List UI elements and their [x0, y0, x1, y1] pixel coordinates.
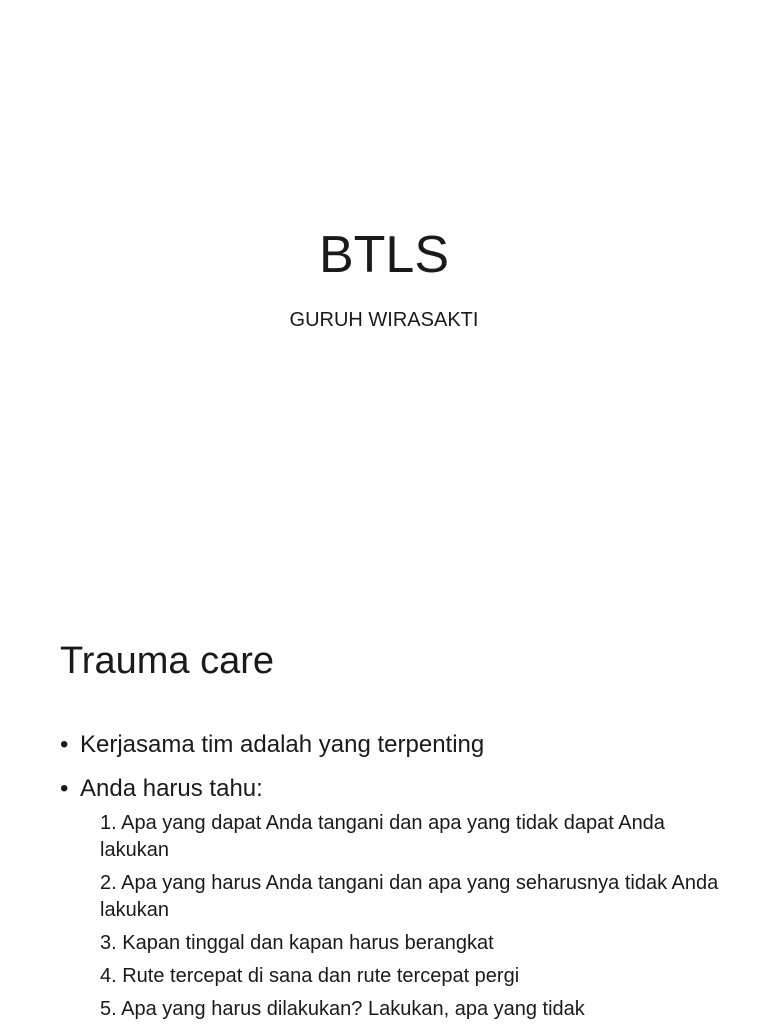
slide-heading: Trauma care: [60, 640, 274, 682]
presentation-title: BTLS: [318, 226, 450, 284]
bullet-dot-icon: •: [60, 731, 69, 758]
presentation-author: GURUH WIRASAKTI: [289, 309, 479, 331]
bullet-list: [60, 730, 720, 1024]
bullet-text: Kerjasama tim adalah yang terpenting: [80, 731, 485, 758]
bullet-text: Anda harus tahu:: [80, 775, 263, 802]
bullet-dot-icon: •: [60, 775, 69, 802]
list-item: 4. Rute tercepat di sana dan rute tercepat pergi: [100, 965, 520, 987]
numbered-sublist: [100, 810, 720, 1023]
list-item: 5. Apa yang harus dilakukan? Lakukan, apa yang tidak: [100, 998, 585, 1020]
bullet-item: [60, 730, 720, 760]
list-item: 2. Apa yang harus Anda tangani dan apa yang seharusnya tidak Anda lakukan: [100, 872, 719, 921]
bullet-item: [60, 774, 720, 1023]
list-item: 3. Kapan tinggal dan kapan harus berangkat: [100, 932, 494, 954]
list-item: 1. Apa yang dapat Anda tangani dan apa yang tidak dapat Anda lakukan: [100, 812, 665, 861]
content-slide: [0, 576, 768, 1024]
